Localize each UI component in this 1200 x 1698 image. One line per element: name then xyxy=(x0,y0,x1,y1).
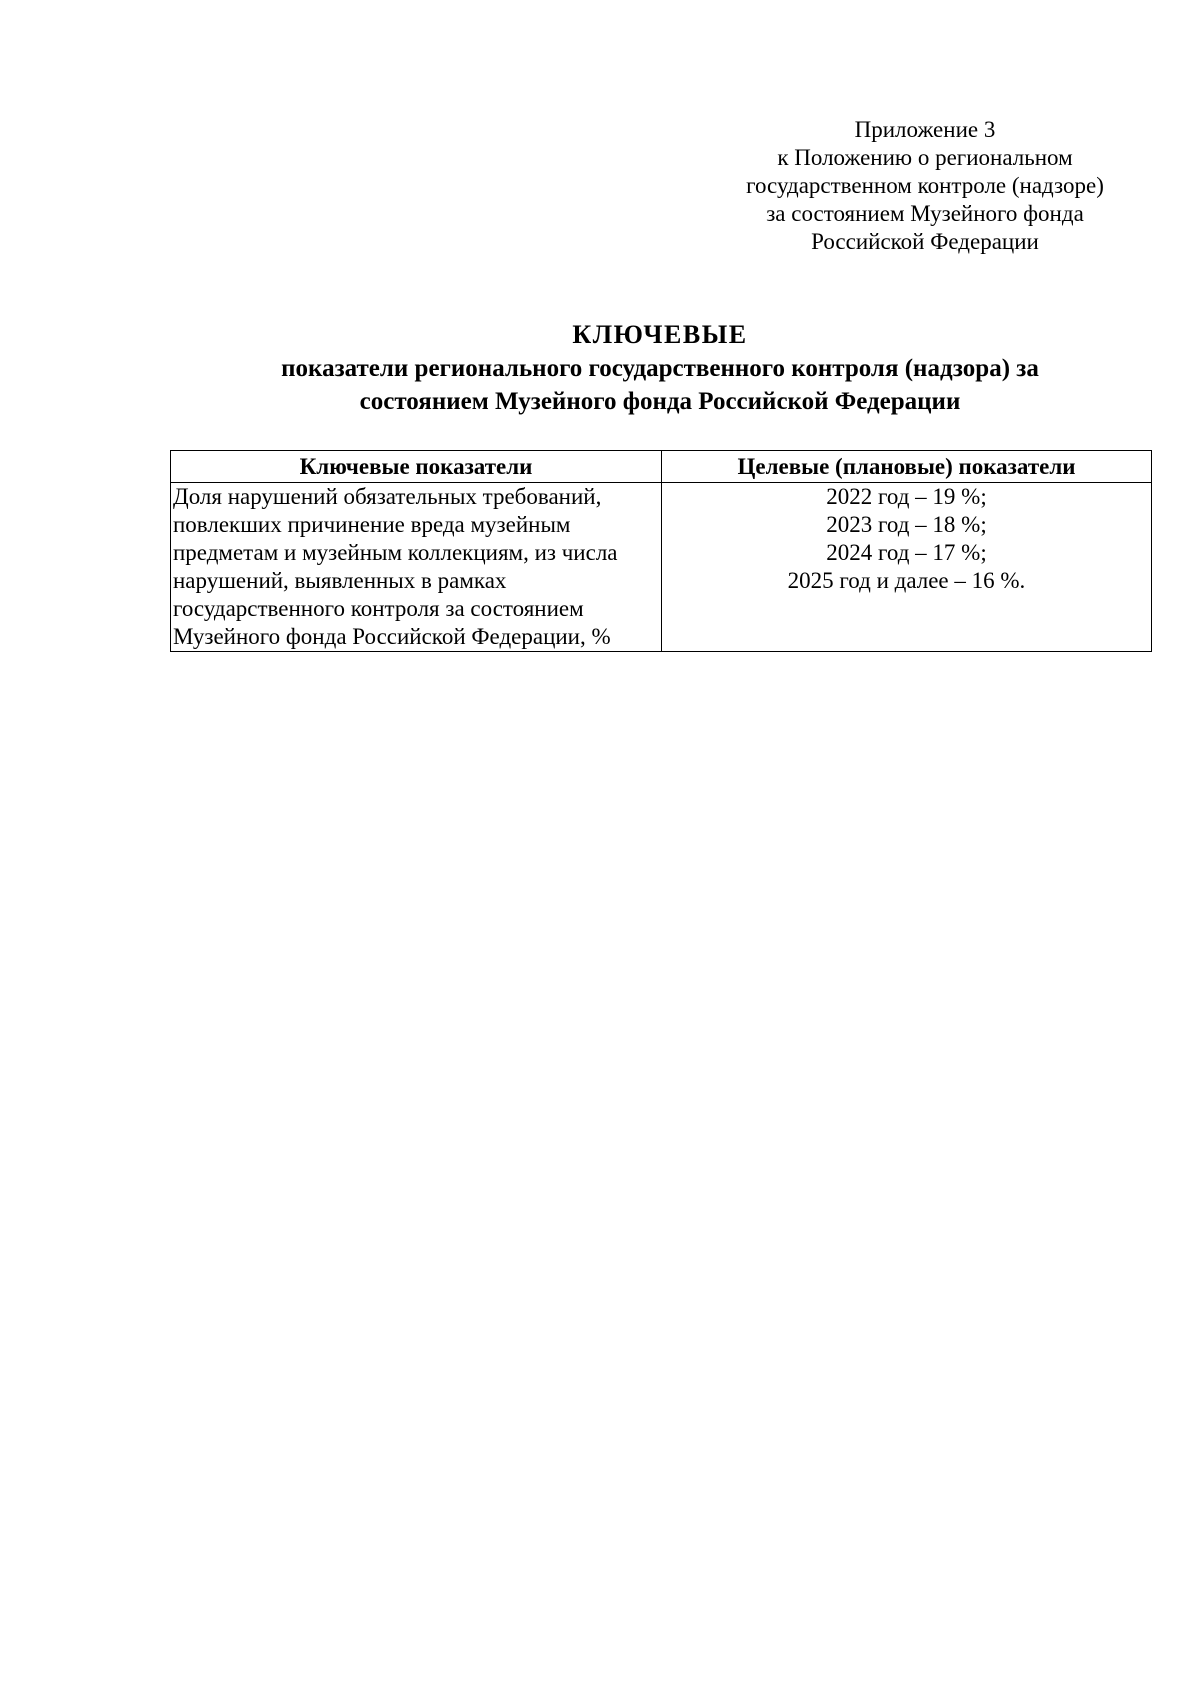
title-sub-line: показатели регионального государственного контроля (надзора) за xyxy=(281,355,1039,382)
title-subtitle xyxy=(170,352,1150,418)
target-line: 2023 год – 18 %; xyxy=(826,512,987,537)
target-line: 2025 год и далее – 16 %. xyxy=(787,568,1026,593)
appendix-line: к Положению о региональном xyxy=(777,145,1073,170)
indicator-line: государственного контроля за состоянием xyxy=(173,596,584,621)
indicator-line: предметам и музейным коллекциям, из числа xyxy=(173,540,618,565)
header-key-indicators: Ключевые показатели xyxy=(171,451,662,483)
table-row xyxy=(171,483,1152,652)
appendix-line: Приложение 3 xyxy=(854,117,996,142)
title-sub-line: состоянием Музейного фонда Российской Федерации xyxy=(359,388,961,415)
header-target-indicators: Целевые (плановые) показатели xyxy=(662,451,1152,483)
indicator-line: нарушений, выявленных в рамках xyxy=(173,568,507,593)
indicator-line: Музейного фонда Российской Федерации, % xyxy=(173,624,611,649)
title-main: КЛЮЧЕВЫЕ xyxy=(572,320,748,349)
target-line: 2022 год – 19 %; xyxy=(826,484,987,509)
kpi-table xyxy=(170,450,1152,652)
appendix-line: за состоянием Музейного фонда xyxy=(766,201,1084,226)
document-title xyxy=(170,318,1150,418)
appendix-line: государственном контроле (надзоре) xyxy=(746,173,1104,198)
targets-cell xyxy=(662,483,1152,652)
appendix-note xyxy=(700,116,1150,256)
indicator-cell xyxy=(171,483,662,652)
appendix-line: Российской Федерации xyxy=(811,229,1039,254)
indicator-line: Доля нарушений обязательных требований, xyxy=(173,484,602,509)
table-header-row xyxy=(171,451,1152,483)
target-line: 2024 год – 17 %; xyxy=(826,540,987,565)
indicator-line: повлекших причинение вреда музейным xyxy=(173,512,571,537)
